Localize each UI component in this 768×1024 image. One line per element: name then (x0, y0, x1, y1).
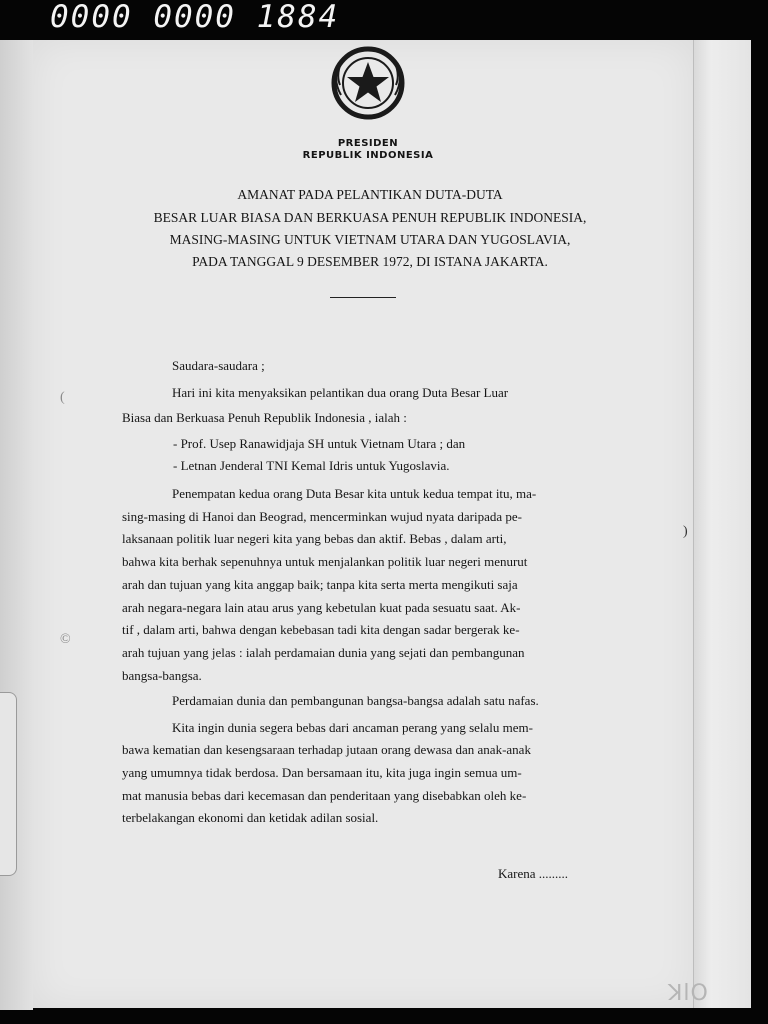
paragraph-2-line: laksanaan politik luar negeri kita yang bebas dan aktif. Bebas , dalam arti, (122, 531, 507, 546)
paragraph-2-line: Penempatan kedua orang Duta Besar kita untuk kedua tempat itu, ma- (172, 486, 537, 501)
scan-bottom-border (0, 1010, 768, 1024)
paragraph-4-line: mat manusia bebas dari kecemasan dan penderitaan yang disebabkan oleh ke- (122, 788, 527, 803)
margin-mark: ( (60, 390, 65, 405)
title-line-2: BESAR LUAR BIASA DAN BERKUASA PENUH REPUBLIK INDONESIA, (153, 210, 587, 225)
binder-tab (0, 692, 17, 876)
catchword: Karena ......... (498, 866, 569, 881)
page-edge (693, 40, 751, 1008)
paragraph-2-line: tif , dalam arti, bahwa dengan kebebasan tadi kita dengan sadar bergerak ke- (122, 622, 520, 637)
title-divider (330, 297, 396, 298)
title-line-3: MASING-MASING UNTUK VIETNAM UTARA DAN YUGOSLAVIA, (169, 232, 571, 247)
office-title-president: PRESIDEN (337, 138, 399, 149)
margin-mark: © (60, 632, 71, 647)
paragraph-2-line: bahwa kita berhak sepenuhnya untuk menjalankan politik luar negeri menurut (122, 554, 528, 569)
paragraph-1-line-2: Biasa dan Berkuasa Penuh Republik Indonesia , ialah : (122, 410, 407, 425)
title-line-1: AMANAT PADA PELANTIKAN DUTA-DUTA (237, 187, 503, 202)
garuda-star-emblem-icon (325, 45, 411, 125)
margin-mark: ) (683, 524, 688, 539)
appointee-list-item: - Letnan Jenderal TNI Kemal Idris untuk Yugoslavia. (173, 458, 450, 473)
office-title-republic: REPUBLIK INDONESIA (302, 150, 434, 161)
paragraph-2-line: arah dan tujuan yang kita anggap baik; tanpa kita serta merta mengikuti saja (122, 577, 518, 592)
paragraph-2-line: bangsa-bangsa. (122, 668, 202, 683)
paragraph-3: Perdamaian dunia dan pembangunan bangsa-bangsa adalah satu nafas. (172, 693, 539, 708)
paragraph-2-line: arah negara-negara lain atau arus yang kebetulan kuat pada sesuatu saat. Ak- (122, 600, 521, 615)
paragraph-2-line: arah tujuan yang jelas : ialah perdamaian dunia yang sejati dan pembangunan (122, 645, 525, 660)
appointee-list-item: - Prof. Usep Ranawidjaja SH untuk Vietnam Utara ; dan (173, 436, 466, 451)
paragraph-4-line: Kita ingin dunia segera bebas dari ancaman perang yang selalu mem- (172, 720, 533, 735)
title-line-4: PADA TANGGAL 9 DESEMBER 1972, DI ISTANA JAKARTA. (192, 254, 548, 269)
paragraph-4-line: terbelakangan ekonomi dan ketidak adilan sosial. (122, 810, 379, 825)
paragraph-4-line: yang umumnya tidak berdosa. Dan bersamaan itu, kita juga ingin semua um- (122, 765, 522, 780)
film-frame-number: 0000 0000 1884 (50, 0, 340, 35)
archive-corner-mark: ꓘlO (668, 981, 709, 1006)
paragraph-4-line: bawa kematian dan kesengsaraan terhadap jutaan orang dewasa dan anak-anak (122, 742, 531, 757)
paragraph-2-line: sing-masing di Hanoi dan Beograd, mencerminkan wujud nyata daripada pe- (122, 509, 522, 524)
paragraph-1-line-1: Hari ini kita menyaksikan pelantikan dua orang Duta Besar Luar (172, 385, 509, 400)
salutation: Saudara-saudara ; (172, 358, 265, 373)
